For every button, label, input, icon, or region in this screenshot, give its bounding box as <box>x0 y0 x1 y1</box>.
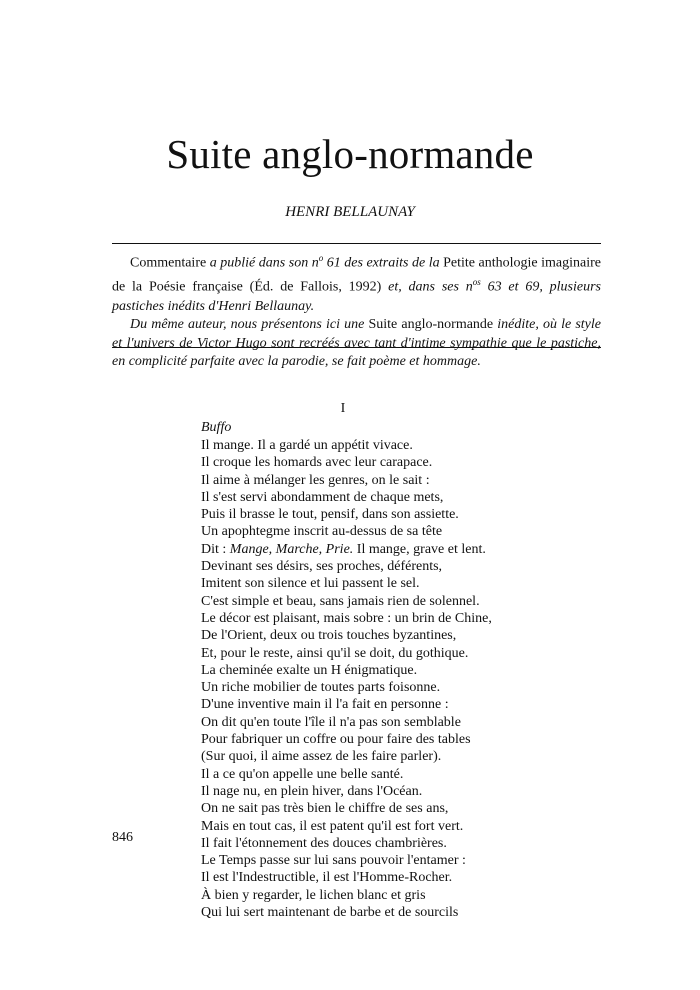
poem-line: Pour fabriquer un coffre ou pour faire des tables <box>201 732 471 748</box>
poem-line: À bien y regarder, le lichen blanc et gris <box>201 887 426 903</box>
poem-line: (Sur quoi, il aime assez de les faire parler). <box>201 749 442 765</box>
poem-line: Un riche mobilier de toutes parts foisonne. <box>201 680 441 696</box>
page-number: 846 <box>112 830 133 845</box>
note-text: Petite anthologie imaginaire de la Poésie française (Éd. de Fallois, 1992) <box>112 255 602 295</box>
poem <box>201 437 492 921</box>
poem-line: C'est simple et beau, sans jamais rien de solennel. <box>201 593 480 609</box>
poem-line: Qui lui sert maintenant de barbe et de sourcils <box>201 905 459 921</box>
note-text: 61 des extraits de la <box>323 255 444 271</box>
poem-line: Il a ce qu'on appelle une belle santé. <box>201 766 404 782</box>
note-text: 63 et 69, plusieurs pastiches inédits d'Henri Bellaunay. <box>112 279 601 314</box>
article-title: Suite anglo-normande <box>166 131 534 177</box>
note-superscript: os <box>472 277 481 288</box>
author-name: HENRI BELLAUNAY <box>285 204 415 220</box>
editorial-note <box>112 249 601 372</box>
section-number: I <box>340 401 346 416</box>
poem-line: Il croque les homards avec leur carapace. <box>201 455 433 471</box>
section-subtitle: Buffo <box>201 420 232 435</box>
poem-line: Le décor est plaisant, mais sobre : un brin de Chine, <box>201 610 492 626</box>
editorial-note-paragraph-2 <box>112 316 601 372</box>
note-text: inédite, où le style et l'univers de Victor Hugo sont recréés avec tant d'intime sympathie que le pastiche, en complicité parfaite avec la parodie, se fait poème et hommage. <box>112 317 602 370</box>
poem-line: Puis il brasse le tout, pensif, dans son assiette. <box>201 507 459 523</box>
poem-line: De l'Orient, deux ou trois touches byzantines, <box>201 628 457 644</box>
poem-line: On ne sait pas très bien le chiffre de ses ans, <box>201 801 449 817</box>
bottom-rule <box>112 347 601 348</box>
poem-line: Imitent son silence et lui passent le sel. <box>201 576 420 592</box>
poem-line: Et, pour le reste, ainsi qu'il se doit, du gothique. <box>201 645 469 661</box>
poem-line <box>201 541 492 558</box>
poem-line: On dit qu'en toute l'île il n'a pas son semblable <box>201 714 461 730</box>
poem-line: D'une inventive main il l'a fait en personne : <box>201 697 449 713</box>
poem-line: Le Temps passe sur lui sans pouvoir l'entamer : <box>201 853 466 869</box>
poem-line: Un apophtegme inscrit au-dessus de sa tête <box>201 524 443 540</box>
poem-line: Il aime à mélanger les genres, on le sait : <box>201 472 430 488</box>
poem-line: Il mange. Il a gardé un appétit vivace. <box>201 438 413 453</box>
note-text: et, dans ses n <box>388 279 473 295</box>
note-text: Suite anglo-normande <box>368 317 498 333</box>
poem-line: Il s'est servi abondamment de chaque mets, <box>201 489 444 505</box>
note-text: Du même auteur, nous présentons ici une <box>130 317 369 333</box>
poem-line: Devinant ses désirs, ses proches, déférents, <box>201 559 443 575</box>
poem-text: Il mange, grave et lent. <box>353 541 486 557</box>
poem-motto: Mange, Marche, Prie. <box>229 541 354 557</box>
note-superscript: o <box>318 253 324 263</box>
note-text: a publié dans son n <box>209 255 319 271</box>
poem-line: Il nage nu, en plein hiver, dans l'Océan. <box>201 783 423 799</box>
poem-line: Il fait l'étonnement des douces chambrières. <box>201 835 447 851</box>
poem-line: La cheminée exalte un H énigmatique. <box>201 662 418 678</box>
poem-line: Il est l'Indestructible, il est l'Homme-Rocher. <box>201 870 453 886</box>
poem-line: Mais en tout cas, il est patent qu'il est fort vert. <box>201 818 464 834</box>
note-text: Commentaire <box>130 255 210 271</box>
top-rule <box>112 243 601 244</box>
poem-text: Dit : <box>201 541 230 557</box>
editorial-note-paragraph-1 <box>112 249 601 316</box>
